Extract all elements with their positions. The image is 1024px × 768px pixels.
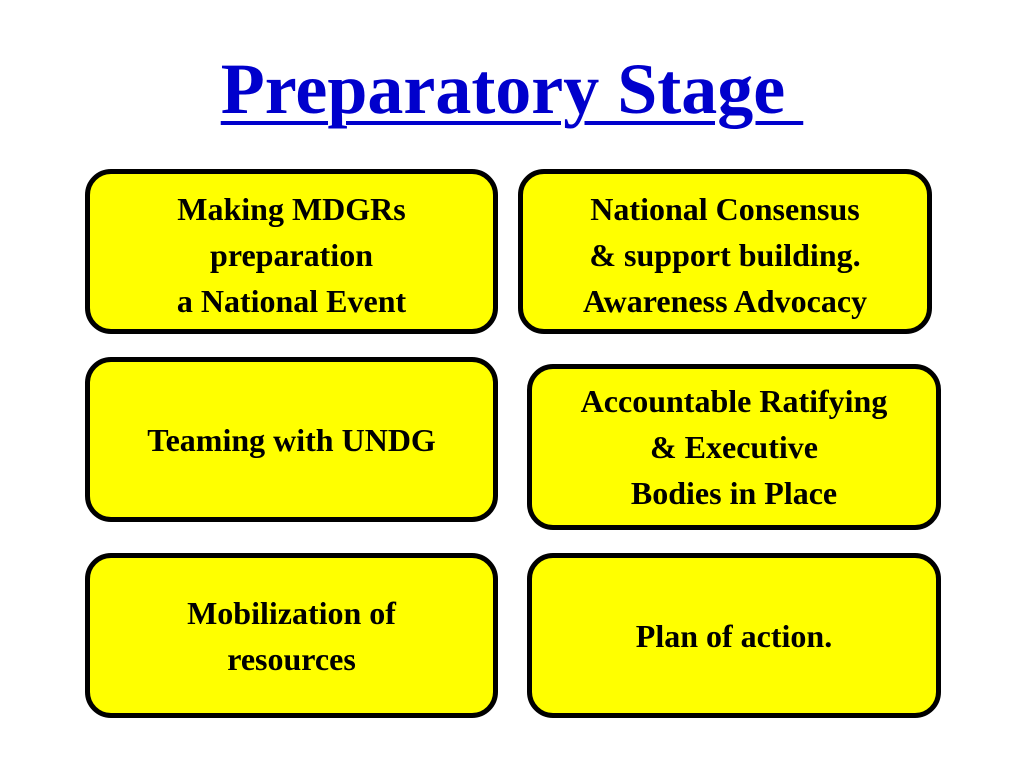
box-plan-of-action-text: Plan of action.: [635, 617, 833, 654]
box-making-mdgrs: [85, 169, 498, 334]
box-national-consensus: [518, 169, 932, 334]
box-national-consensus-text: National Consensus & support building. Awareness Advocacy: [582, 191, 868, 319]
box-mobilization: [85, 553, 498, 718]
box-mobilization-text: Mobilization of resources: [187, 594, 396, 677]
box-making-mdgrs-text: Making MDGRs preparation a National Event: [176, 191, 407, 319]
box-accountable-bodies: [527, 364, 941, 530]
box-plan-of-action: [527, 553, 941, 718]
box-teaming-undg: [85, 357, 498, 522]
box-teaming-undg-text: Teaming with UNDG: [147, 421, 436, 458]
slide-title: Preparatory Stage: [220, 49, 804, 129]
box-accountable-bodies-text: Accountable Ratifying & Executive Bodies in Place: [580, 383, 888, 511]
